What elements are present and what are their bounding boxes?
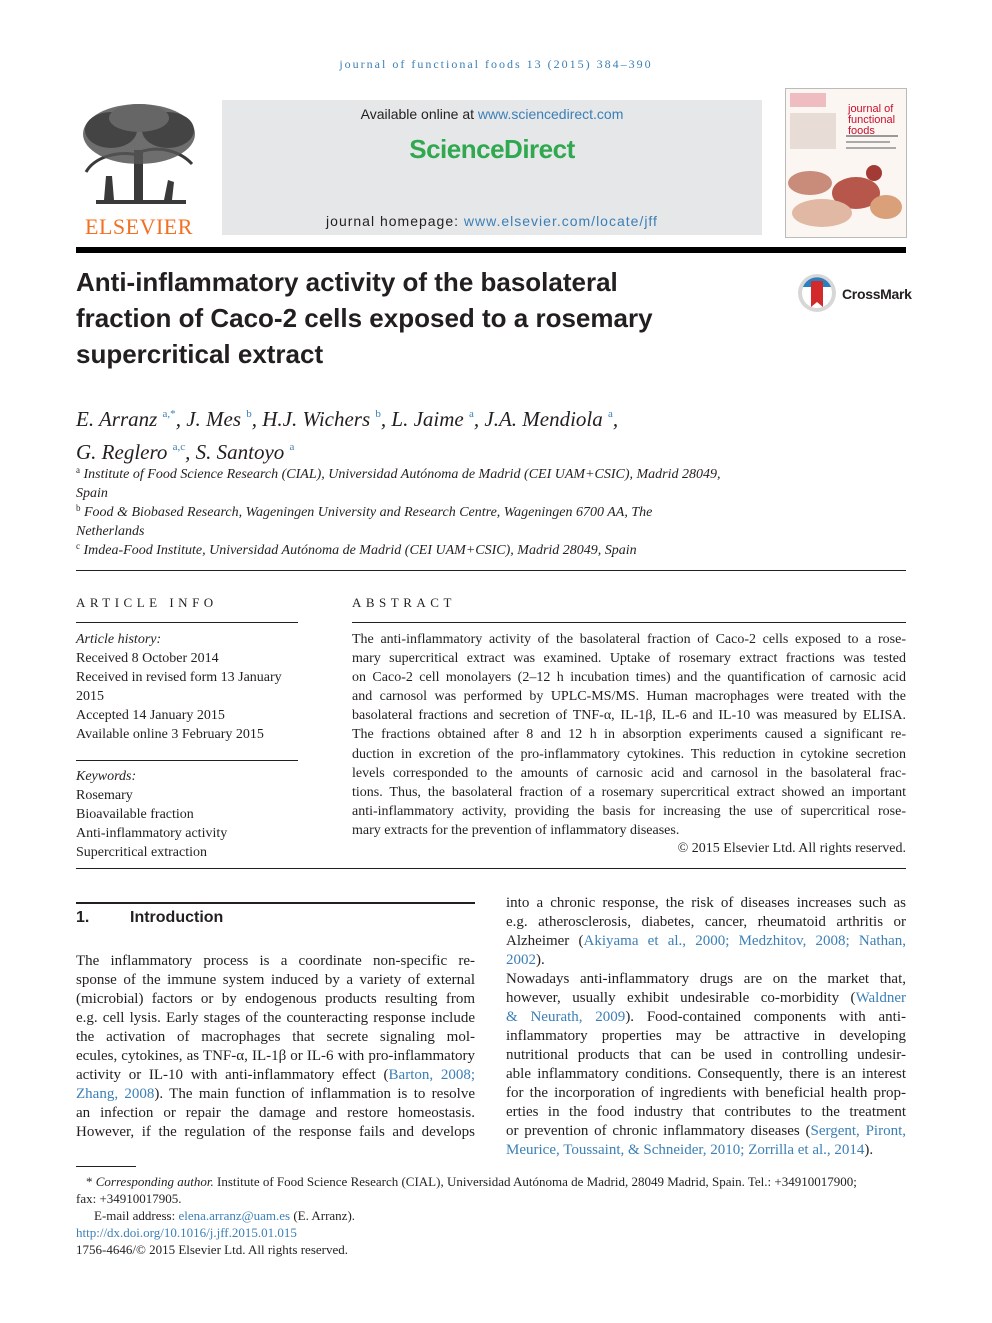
- section-heading: Introduction: [130, 909, 224, 926]
- intro-left-column: [76, 952, 475, 1142]
- intro-right-column: [506, 894, 906, 1160]
- body-text: or prevention of chronic inflammatory diseases (: [506, 1123, 811, 1139]
- author-affil-marker[interactable]: a: [289, 441, 295, 453]
- article-history: [76, 630, 298, 744]
- body-line: able inflammatory conditions. Consequently, there is an interest: [506, 1066, 906, 1082]
- history-label: Article history:: [76, 632, 162, 647]
- article-info-heading: ARTICLE INFO: [76, 595, 218, 610]
- citation-link[interactable]: Barton, 2008;: [388, 1067, 475, 1083]
- affil-marker: b: [76, 503, 81, 513]
- abstract-line: basolateral fractions and secretion of TNF-α, IL-1β, IL-6 and IL-10 was measured by ELISA.: [352, 708, 906, 724]
- article-title: [76, 264, 756, 372]
- body-text: ).: [864, 1142, 874, 1158]
- author-name[interactable]: J. Mes: [186, 407, 241, 431]
- abstract-line: anti-inflammatory activity, providing the basis for increasing the use of supercritical rose-: [352, 803, 906, 819]
- body-line: erties in the food industry that contributes to the treatment: [506, 1104, 906, 1120]
- body-line: e.g. cell lysis. Early stages of the counteracting response include: [76, 1010, 475, 1026]
- email-label: E-mail address:: [94, 1208, 179, 1223]
- corr-label: Corresponding author.: [95, 1174, 214, 1189]
- body-text: ). Food-contained components with anti-: [625, 1009, 906, 1025]
- body-line: sponse of the immune system induced by a variety of external: [76, 972, 475, 988]
- available-prefix: Available online at: [360, 106, 478, 122]
- abstract-rule: [352, 622, 906, 623]
- body-text: however, usually exhibit undesirable co-morbidity (: [506, 990, 856, 1006]
- issn-copyright: 1756-4646/© 2015 Elsevier Ltd. All rights reserved.: [76, 1242, 348, 1257]
- abstract-line: levels corresponded to the amounts of carnosic acid and carnosol in the basolateral frac-: [352, 765, 906, 781]
- body-line: The inflammatory process is a coordinate non-specific re-: [76, 953, 475, 969]
- abstract-body: [352, 630, 906, 840]
- abstract-line: The fractions obtained after 8 and 12 h in absorption experiments caused a significant re-: [352, 727, 906, 743]
- body-line: [76, 1085, 475, 1104]
- running-head: journal of functional foods 13 (2015) 384–390: [339, 57, 653, 71]
- body-text: Alzheimer (: [506, 933, 584, 949]
- abstract-line: tions. Thus, the basolateral fraction of a rosemary supercritical extract showed an important: [352, 784, 906, 800]
- keyword: Supercritical extraction: [76, 845, 207, 860]
- body-line: inflammatory properties may be attractive in developing: [506, 1028, 906, 1044]
- body-line: [76, 1066, 475, 1085]
- header-rule: [76, 247, 906, 253]
- affiliation: [76, 499, 756, 541]
- author-affil-marker[interactable]: b: [246, 408, 252, 420]
- body-line: However, if the regulation of the response fails and develops: [76, 1124, 475, 1140]
- keywords: [76, 767, 298, 862]
- affil-text: Institute of Food Science Research (CIAL), Universidad Autónoma de Madrid (CEI UAM+CSIC), Madrid 28049,: [83, 467, 721, 482]
- section-divider: [76, 868, 906, 869]
- sciencedirect-link[interactable]: www.sciencedirect.com: [477, 106, 624, 122]
- section-number: 1.: [76, 909, 90, 926]
- abstract-line: mary supercritical extract was examined. Uptake of rosemary extract fractions was tested: [352, 651, 906, 667]
- body-line: [506, 1141, 906, 1160]
- affil-text: Netherlands: [76, 524, 145, 539]
- author-affil-marker[interactable]: b: [375, 408, 381, 420]
- author-name[interactable]: E. Arranz: [76, 407, 158, 431]
- footnote-rule: [76, 1166, 136, 1167]
- corr-text: Institute of Food Science Research (CIAL), Universidad Autónoma de Madrid, 28049 Madrid, Spain. Tel.: +34910017900;: [213, 1174, 857, 1189]
- crossmark-icon[interactable]: [797, 273, 837, 313]
- abstract-line: on Caco-2 cell monolayers (2–12 h incubation times) and the quantification of carnosic acid: [352, 670, 906, 686]
- citation-link[interactable]: & Neurath, 2009: [506, 1009, 626, 1025]
- citation-link[interactable]: Waldner: [855, 990, 906, 1006]
- keyword: Anti-inflammatory activity: [76, 826, 228, 841]
- author-affil-marker[interactable]: a,c: [172, 441, 186, 453]
- body-line: ecules, cytokines, as TNF-α, IL-1β or IL-6 with pro-inflammatory: [76, 1048, 475, 1064]
- body-line: [506, 989, 906, 1008]
- body-line: the activation of macrophages that secrete signaling mol-: [76, 1029, 475, 1045]
- affil-marker: a: [76, 465, 80, 475]
- journal-homepage: [222, 213, 762, 229]
- body-line: nutritional products that can be used in controlling undesir-: [506, 1047, 906, 1063]
- section-divider: [76, 570, 906, 571]
- history-item: Received 8 October 2014: [76, 651, 219, 666]
- publisher-name: ELSEVIER: [85, 214, 193, 239]
- affil-text: Imdea-Food Institute, Universidad Autónoma de Madrid (CEI UAM+CSIC), Madrid 28049, Spain: [83, 543, 637, 558]
- body-text: activity or IL-10 with anti-inflammatory effect (: [76, 1067, 389, 1083]
- email-suffix: (E. Arranz).: [290, 1208, 356, 1223]
- citation-link[interactable]: Sergent, Piront,: [810, 1123, 906, 1139]
- history-item: Available online 3 February 2015: [76, 727, 264, 742]
- footnotes: [76, 1173, 906, 1258]
- footnote-marker: *: [86, 1174, 93, 1189]
- doi-link[interactable]: http://dx.doi.org/10.1016/j.jff.2015.01.015: [76, 1225, 297, 1240]
- abstract-line: The anti-inflammatory activity of the basolateral fraction of Caco-2 cells exposed to a rose-: [352, 632, 906, 647]
- abstract-line: duction in excretion of the pro-inflammatory cytokines. This reduction in cytokine secretion: [352, 746, 906, 762]
- title-line: supercritical extract: [76, 339, 324, 369]
- article-info-rule: [76, 622, 298, 623]
- author-affil-marker[interactable]: a: [468, 408, 474, 420]
- body-text: ). The main function of inflammation is to resolve: [154, 1086, 475, 1102]
- history-item: Received in revised form 13 January: [76, 670, 282, 685]
- title-line: fraction of Caco-2 cells exposed to a rosemary: [76, 303, 653, 333]
- body-line: [506, 932, 906, 970]
- citation-link[interactable]: Zhang, 2008: [76, 1086, 155, 1102]
- affiliation: [76, 461, 756, 503]
- history-item: Accepted 14 January 2015: [76, 708, 225, 723]
- author-affil-marker[interactable]: a,*: [162, 408, 176, 420]
- affiliation: [76, 537, 756, 560]
- author-name[interactable]: J.A. Mendiola: [484, 407, 603, 431]
- author-affil-marker[interactable]: a: [608, 408, 613, 420]
- abstract-heading: ABSTRACT: [352, 595, 456, 610]
- body-line: for the incorporation of ingredients with beneficial health prop-: [506, 1085, 906, 1101]
- author-name[interactable]: L. Jaime: [391, 407, 464, 431]
- abstract-line: and carnosol was performed by UPLC-MS/MS. Human macrophages were treated with the: [352, 689, 906, 705]
- crossmark-label[interactable]: CrossMark: [842, 286, 912, 302]
- corr-text-cont: fax: +34910017905.: [76, 1191, 182, 1206]
- author-name[interactable]: G. Reglero: [76, 440, 168, 464]
- author-list: E. Arranz $^{a,*}$, J. Mes $^b$, H.J. Wichers $^b$, L. Jaime $^a$, J.A. Mendiola $^a$, G. Reglero $^{a,c}$, S. Santoyo $^a$: [76, 407, 619, 464]
- body-line: [506, 1122, 906, 1141]
- citation-link[interactable]: Akiyama et al., 2000; Medzhitov, 2008; Nathan, 2002: [506, 933, 906, 968]
- body-line: (microbial) factors or by endogenous products resulting from: [76, 991, 475, 1007]
- email-link[interactable]: elena.arranz@uam.es: [178, 1208, 291, 1223]
- affil-text: Spain: [76, 486, 108, 501]
- body-line: [506, 1008, 906, 1027]
- body-line: into a chronic response, the risk of diseases increases such as: [506, 895, 906, 911]
- keyword: Bioavailable fraction: [76, 807, 194, 822]
- body-line: Nowadays anti-inflammatory drugs are on the market that,: [506, 971, 906, 987]
- available-online: [222, 106, 762, 122]
- author-name[interactable]: S. Santoyo: [195, 440, 285, 464]
- corresponding-author-note: [76, 1173, 906, 1190]
- keywords-rule: [76, 760, 298, 761]
- history-item: 2015: [76, 689, 104, 704]
- body-line: an infection or repair the damage and restore homeostasis.: [76, 1105, 475, 1121]
- intro-rule: [76, 902, 475, 904]
- abstract-line: mary extracts for the prevention of inflammatory diseases.: [352, 822, 680, 838]
- affil-marker: c: [76, 541, 80, 551]
- body-text: ).: [536, 952, 545, 968]
- affil-text: Food & Biobased Research, Wageningen University and Research Centre, Wageningen 6700 AA, The: [84, 505, 653, 520]
- sciencedirect-brand: ScienceDirect: [409, 134, 575, 164]
- abstract-copyright: © 2015 Elsevier Ltd. All rights reserved.: [677, 841, 906, 856]
- title-line: Anti-inflammatory activity of the basolateral: [76, 267, 618, 297]
- author-name[interactable]: H.J. Wichers: [262, 407, 371, 431]
- keywords-label: Keywords:: [76, 769, 137, 784]
- homepage-prefix: journal homepage:: [326, 213, 464, 229]
- homepage-link[interactable]: www.elsevier.com/locate/jff: [463, 213, 658, 229]
- email-note: [76, 1207, 906, 1224]
- citation-link[interactable]: Meurice, Toussaint, & Schneider, 2010; Zorrilla et al., 2014: [506, 1142, 865, 1158]
- body-line: e.g. atherosclerosis, diabetes, cancer, rheumatoid arthritis or: [506, 914, 906, 930]
- cover-journal-title: journal of functional foods: [848, 103, 896, 137]
- keyword: Rosemary: [76, 788, 133, 803]
